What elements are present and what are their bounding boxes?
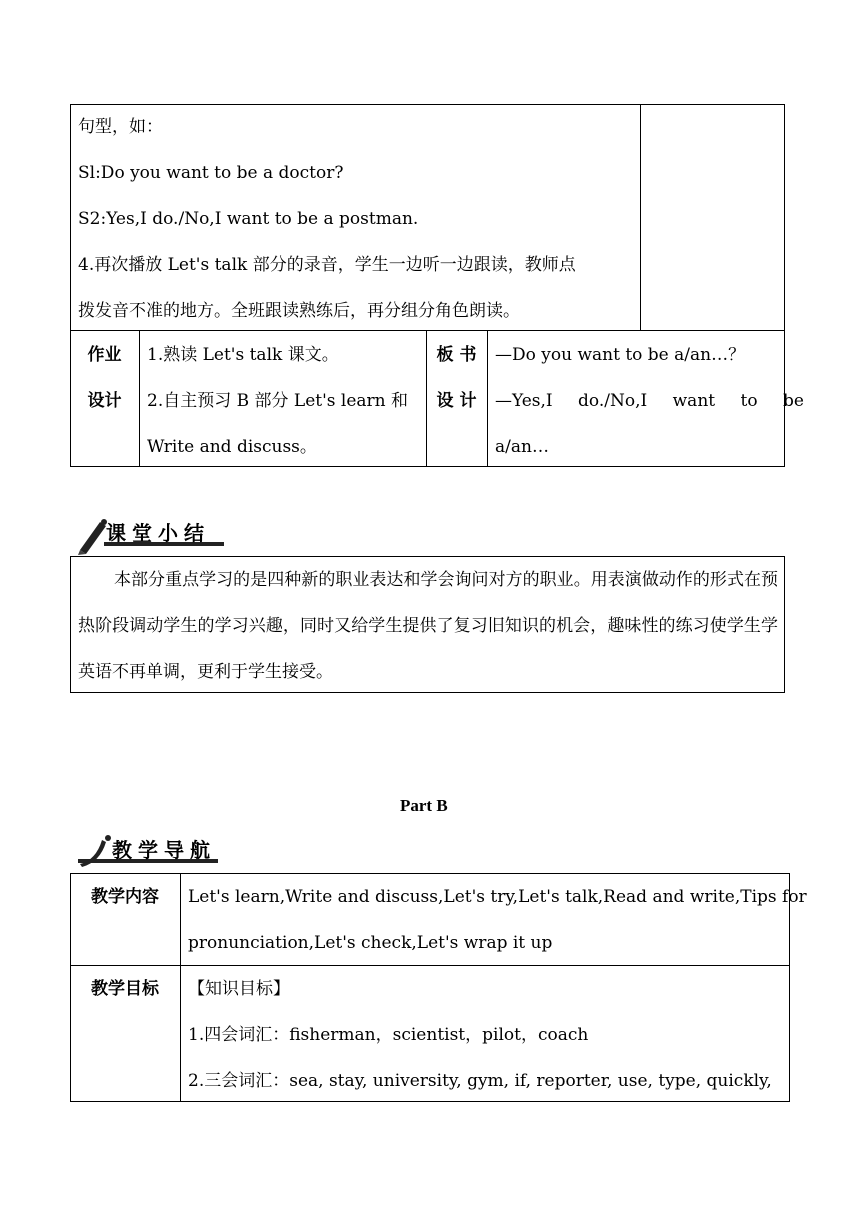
procedure-line: 句型，如： [78, 117, 163, 137]
board-content [495, 332, 804, 470]
goal-line: 1.四会词汇：fisherman，scientist，pilot，coach [188, 1025, 589, 1045]
summary-banner-text: 课堂小结 [106, 521, 210, 545]
content-line: pronunciation,Let's check,Let's wrap it up [188, 933, 553, 953]
goal-label: 教学目标 [91, 979, 159, 999]
homework-content [147, 332, 423, 470]
summary-banner [74, 516, 224, 556]
procedure-line: 4.再次播放 Let's talk 部分的录音，学生一边听一边跟读，教师点 [78, 255, 576, 275]
procedure-line: S2:Yes,I do./No,I want to be a postman. [78, 209, 419, 229]
teaching-guide-banner [78, 832, 223, 868]
goal-line: 【知识目标】 [188, 979, 290, 999]
content-text [188, 874, 807, 966]
homework-line: 2.自主预习 B 部分 Let's learn 和 [147, 391, 409, 411]
content-label: 教学内容 [91, 887, 159, 907]
teaching-guide-text: 教学导航 [112, 838, 216, 862]
part-title: Part B [400, 796, 448, 815]
board-line: —Do you want to be a/an…？ [495, 345, 746, 365]
board-label: 板 书 设 计 [436, 345, 477, 411]
homework-line: 1.熟读 Let's talk 课文。 [147, 345, 339, 365]
col-divider [180, 873, 181, 1102]
goal-line: 2.三会词汇：sea, stay, university, gym, if, reporter, use, type, quickly, [188, 1071, 772, 1091]
procedure-text [78, 104, 638, 334]
board-line: —Yes,I do./No,I want to be [495, 391, 804, 411]
col-divider [139, 330, 140, 467]
goal-text [188, 966, 784, 1104]
board-line: a/an… [495, 437, 549, 457]
procedure-line: Sl:Do you want to be a doctor? [78, 163, 344, 183]
content-line: Let's learn,Write and discuss,Let's try,Let's talk,Read and write,Tips for [188, 887, 807, 907]
homework-label: 作业 设计 [87, 345, 122, 411]
col-divider [487, 330, 488, 467]
procedure-line: 拨发音不准的地方。全班跟读熟练后，再分组分角色朗读。 [78, 301, 520, 321]
col-divider [640, 104, 641, 331]
homework-line: Write and discuss。 [147, 437, 317, 457]
summary-text: 本部分重点学习的是四种新的职业表达和学会询问对方的职业。用表演做动作的形式在预热阶段调动学生的学习兴趣，同时又给学生提供了复习旧知识的机会，趣味性的练习使学生学英语不再单调，更利于学生接受。 [78, 570, 778, 682]
